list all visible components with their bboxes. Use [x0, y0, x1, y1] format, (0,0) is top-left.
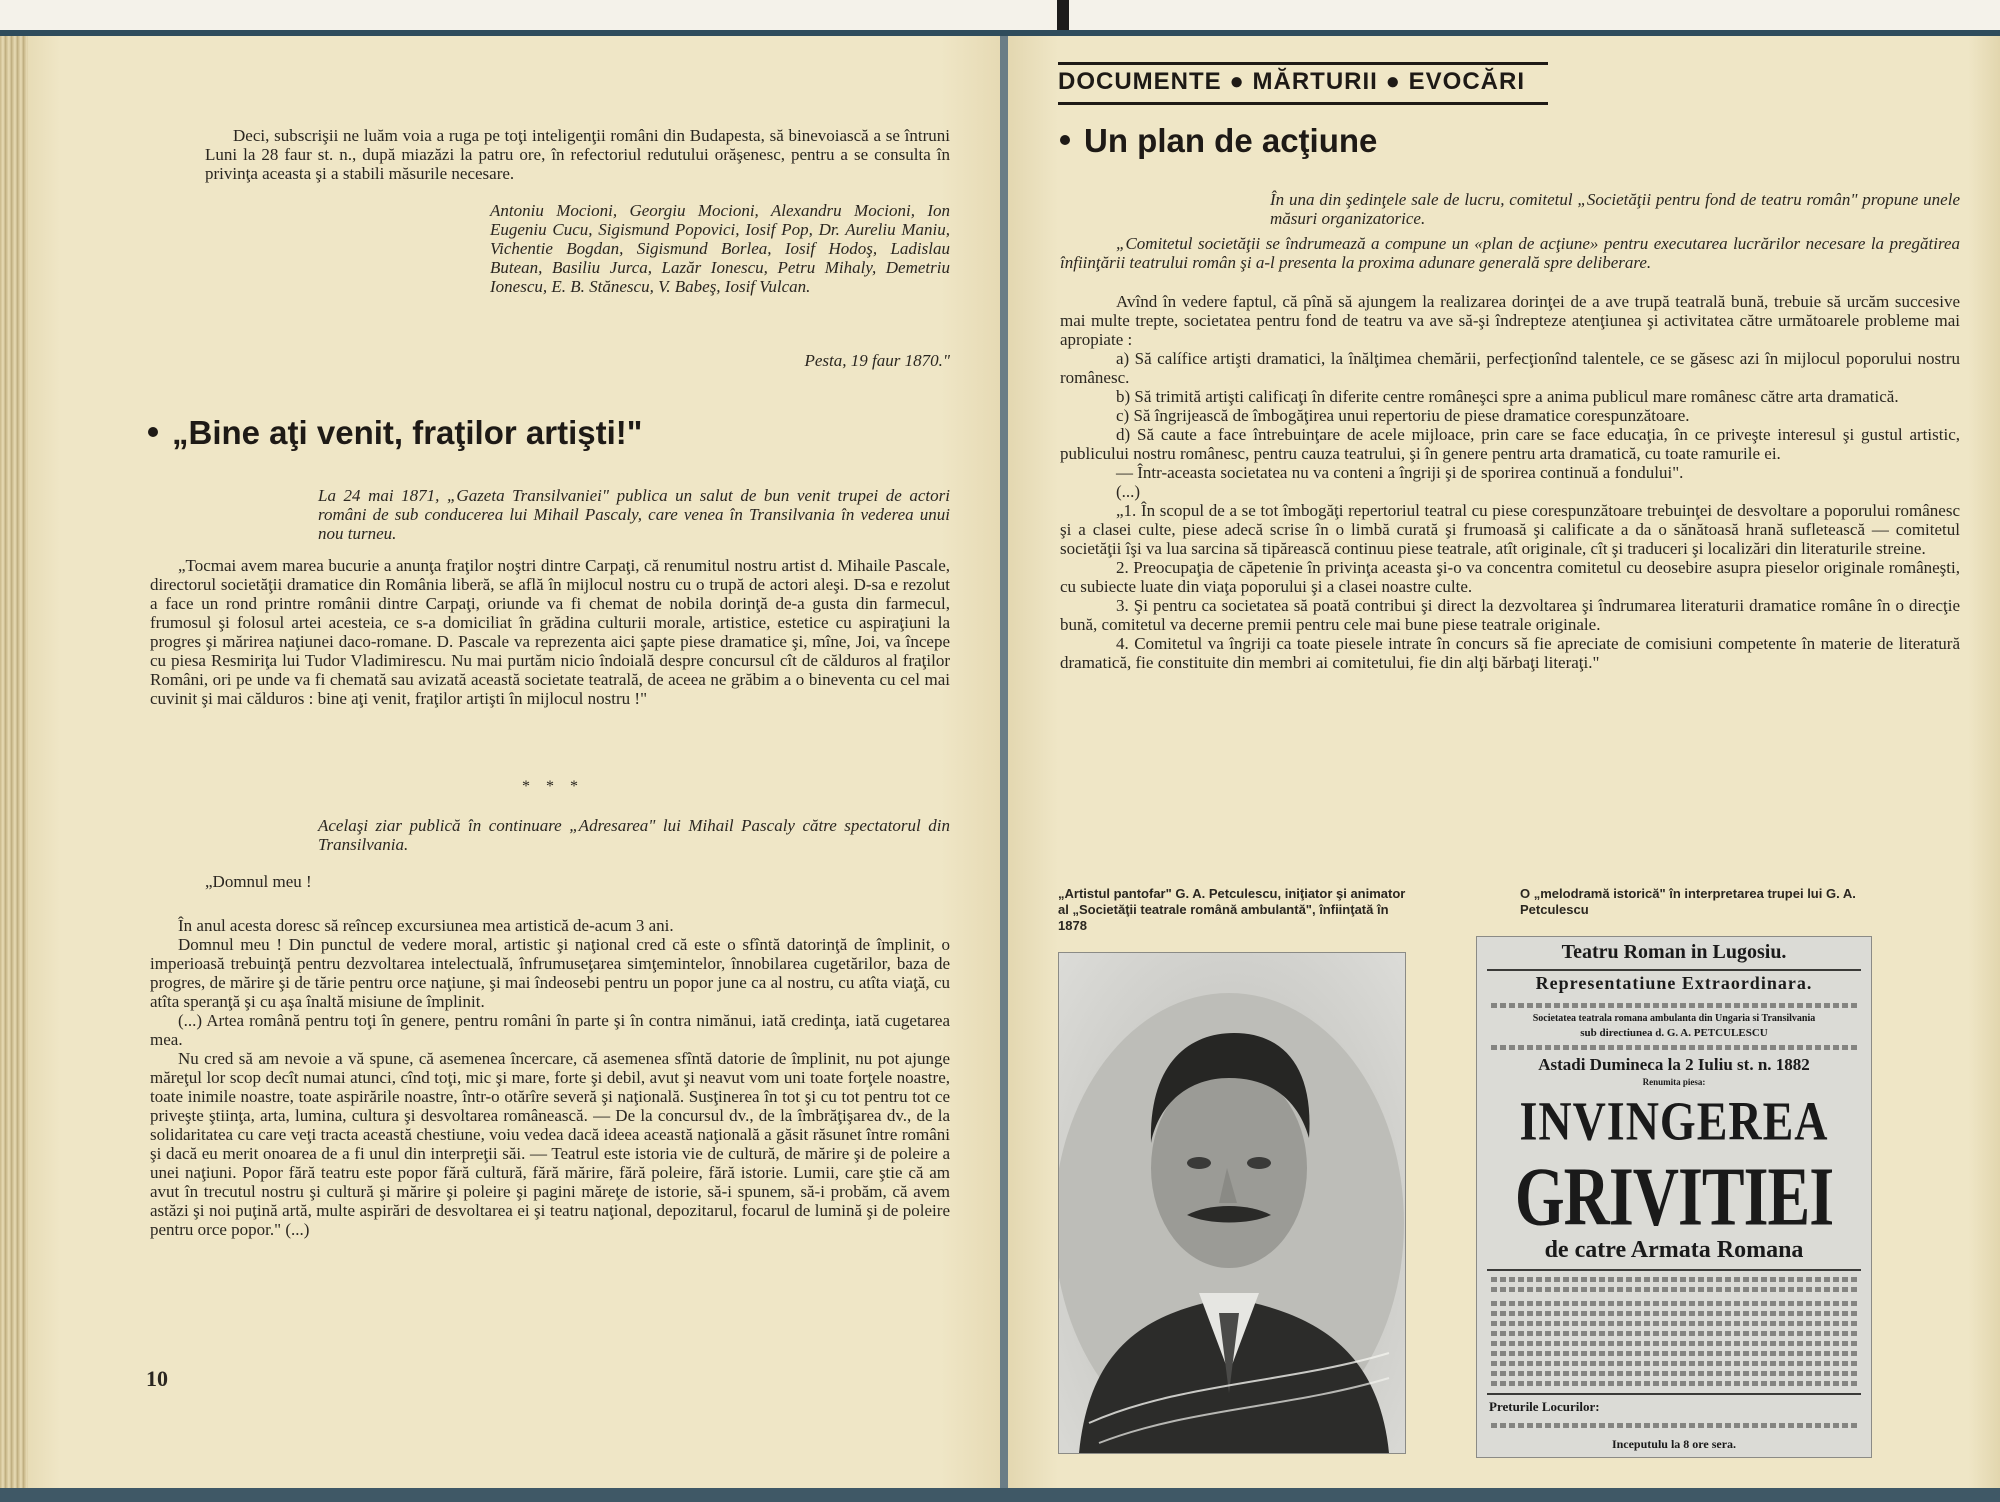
- poster-fine-print: [1491, 1351, 1857, 1356]
- section-title-bine-ati-venit: „Bine aţi venit, fraţilor artişti!": [148, 414, 948, 452]
- section-intro: La 24 mai 1871, „Gazeta Transilvaniei" publica un salut de bun venit trupei de actori români de sub conducerea lui Mihail Pascaly, care venea în Transilvania în vederea unui nou turneu.: [318, 486, 950, 543]
- running-head-label: DOCUMENTE ● MĂRTURII ● EVOCĂRI: [1058, 68, 1525, 95]
- plan-list-item: — Într-aceasta societatea nu va conteni a îngriji şi de sporirea continuă a fondului".: [1116, 463, 1684, 482]
- plan-intro: În una din şedinţele sale de lucru, comitetul „Societăţii pentru fond de teatru român" propune unele măsuri organizatorice.: [1270, 190, 1960, 228]
- bullet-icon: [148, 427, 158, 437]
- poster-fine-print: [1491, 1277, 1857, 1282]
- book-gutter: [1000, 36, 1008, 1488]
- adresa-paragraph: Domnul meu ! Din punctul de vedere moral, artistic şi naţional cred că este o sfîntă datorinţă de împlinit, o imperioasă trebuinţă pentru dezvoltarea intelectuală, înfrumuseţarea simţemintelor, înnobilarea cugetărilor, baza de progres, de mărire şi de tărie pentru orce naţiune, şi mai îndeosebi pentru un popor june ca al nostru, cu atîta viaţă, cu atîta speranţă şi cu aşa înaltă misiune de împlinit.: [150, 935, 950, 1011]
- running-head-bottom-rule: [1058, 102, 1548, 105]
- section-separator: * * *: [522, 778, 584, 795]
- poster-fine-print: [1491, 1003, 1857, 1008]
- poster-rule: [1487, 969, 1861, 971]
- caption-petculescu: „Artistul pantofar" G. A. Petculescu, iniţiator şi animator al „Societăţii teatrale română ambulantă", înfiinţată în 1878: [1058, 886, 1406, 933]
- poster-fine-print: [1491, 1287, 1857, 1292]
- plan-list-item: b) Să trimită artişti calificaţi în diferite centre româneşci spre a anima publicul mare românesc către arta dramatică.: [1116, 387, 1899, 406]
- plan-list-item: c) Să îngrijească de îmbogăţirea unui repertoriu de piese dramatice corespunzătoare.: [1116, 406, 1690, 425]
- poster-fine-print: [1491, 1371, 1857, 1376]
- plan-list-item: a) Să calífice artişti dramatici, la înălţimea chemării, perfecţionînd talentele, ce se găsesc azi în mijlocul poporului nostru românesc.: [1060, 349, 1960, 387]
- poster-line: Societatea teatrala romana ambulanta din Ungaria si Transilvania: [1532, 1013, 1816, 1024]
- poster-line: Teatru Roman in Lugosiu.: [1561, 941, 1787, 963]
- adresa-intro: Acelaşi ziar publică în continuare „Adresarea" lui Mihail Pascaly către spectatorul din Transilvania.: [318, 816, 950, 854]
- running-head-top-rule: [1058, 62, 1548, 65]
- section-title-plan: Un plan de acţiune: [1060, 122, 1760, 160]
- spine-mark: [1057, 0, 1069, 30]
- poster-title: GRIVITIEI: [1514, 1150, 1834, 1243]
- poster-fine-print: [1491, 1331, 1857, 1336]
- caption-melodrama: O „melodramă istorică" în interpretarea trupei lui G. A. Petculescu: [1520, 886, 1856, 917]
- plan-numbered-item: 2. Preocupaţia de căpetenie în privinţa aceasta şi-o va concentra comitetul cu deosebire asupra pieselor originale româneşti, cu subiecte luate din viaţa poporului şi a clasei noastre culte.: [1060, 558, 1960, 596]
- portrait-illustration: [1059, 953, 1405, 1453]
- adresa-paragraph: (...) Artea română pentru toţi în genere, pentru români în parte şi în contra nimănui, iată credinţa, iată cugetarea mea.: [150, 1011, 950, 1049]
- poster-fine-print: [1491, 1341, 1857, 1346]
- salutation: „Domnul meu !: [205, 872, 312, 891]
- poster-line: Inceputulu la 8 ore sera.: [1611, 1437, 1737, 1451]
- intro-paragraph: Deci, subscrişii ne luăm voia a ruga pe toţi inteligenţii români din Budapesta, să binevoiască a se întruni Luni la 28 faur st. n., după miazăzi la patru ore, în refectoriul redutului orăşenesc, pentru a se consulta în privinţa aceasta şi a stabili măsurile necesare.: [205, 126, 950, 183]
- poster-fine-print: [1491, 1423, 1857, 1428]
- adresa-body: [150, 916, 950, 1239]
- right-page: [1008, 36, 2000, 1488]
- ellipsis: (...): [1116, 482, 1141, 501]
- poster-rule: [1487, 1269, 1861, 1271]
- poster-line: Representatiune Extraordinara.: [1535, 973, 1813, 993]
- place-date: Pesta, 19 faur 1870.": [804, 351, 950, 370]
- adresa-paragraph: În anul acesta doresc să reîncep excursiunea mea artistică de-acum 3 ani.: [178, 916, 674, 935]
- plan-numbered-item: 3. Şi pentru ca societatea să poată contribui şi direct la dezvoltarea şi îndrumarea literaturii dramatice române în o direcţie bună, comitetul va decerne premii pentru cele mai bune piese teatrale originale.: [1060, 596, 1960, 634]
- poster-fine-print: [1491, 1311, 1857, 1316]
- poster-title: de catre Armata Romana: [1544, 1237, 1804, 1263]
- poster-line: sub directiunea d. G. A. PETCULESCU: [1580, 1027, 1768, 1039]
- theatre-poster: [1476, 936, 1872, 1458]
- poster-fine-print: [1491, 1361, 1857, 1366]
- left-page: [0, 36, 1000, 1488]
- salut-paragraph: „Tocmai avem marea bucurie a anunţa fraţilor noştri dintre Carpaţi, că renumitul nostru artist d. Mihaile Pascale, directorul societăţii dramatice din România liberă, se află în mijlocul nostru cu o trupă de actori aleşi. D-sa e rezolut a face un rond printre românii dintre Carpaţi, oriunde va fi chemat de nobila dorinţă de-a gusta din farmecul, frumosul şi folosul artei acesteia, ce s-a domiciliat în grădina culturii morale, artistice, estetice cu aspiraţiuni la progres şi mărirea naţiunei daco-romane. D. Pascale va reprezenta aici şapte piese dramatice şi, mîne, Joi, va începe cu piesa Resmiriţa lui Tudor Vladimirescu. Nu mai purtăm nicio îndoială despre concursul cît de călduros al fraţilor Români, ori pe unde va fi chemată sau avizată această societate teatrală, de aceea ne grăbim a o bineventa cu cel mai cuvinit şi mai călduros : bine aţi venit, fraţilor artişti în mijlocul nostru !": [150, 556, 950, 708]
- bullet-icon: [1060, 135, 1070, 145]
- adresa-paragraph: Nu cred să am nevoie a vă spune, că asemenea încercare, că asemenea sfîntă datorie de împlinit, nu pot ajunge măreţul lor scop decît numai atunci, cînd toţi, mic şi mare, forte şi debil, avut şi neavut vom uni toate forţele noastre, toate inimile noastre, toate aspirările noastre, într-o otărîre severă şi naţională. Susţinerea în tot şi cu tot pentru tot ce priveşte ştiinţa, arta, lumina, cultura şi desvoltarea românească. — De la concursul dv., de la îmbrăţişarea dv., de la solidaritatea cu care veţi tracta această chestiune, voiu vedea dacă ideea această naţională a găsit răsunet între români şi dacă eu merit onoarea de a fi unul din interpreţii săi. — Teatrul este istoria vie de cultură, de mărire şi de poleire a unei naţiuni. Popor fără teatru este popor fără cultură, fără mărire, fără poleire, fără istorie. Lumii, care ştie că am avut în trecutul nostru şi cultură şi mărire şi poleire şi pagini măreţe de istorie, să-i spunem, să-i probăm, că avem astăzi şi noi puţină artă, multe aspirări de desvoltarea ei şi teatru naţional, depozitarul, focarul de lumină şi de poleire pentru orce popor." (...): [150, 1049, 950, 1239]
- poster-line: Renumita piesa:: [1642, 1077, 1706, 1087]
- left-binding-edge: [0, 36, 28, 1488]
- plan-numbered-item: 4. Comitetul va îngriji ca toate piesele intrate în concurs să fie apreciate de comisiuni competente în materie de literatură dramatică, fie constituite din membri ai comitetului, fie din alţi bărbaţi literaţi.": [1060, 634, 1960, 672]
- plan-body: Avînd în vedere faptul, că pînă să ajungem la realizarea dorinţei de a ave trupă teatrală bună, trebuie să urcăm succesive mai multe trepte, societatea pentru fond de teatru va ave să-şi îndrepteze atenţiunea şi activitatea către următoarele probleme mai apropiate : a) Să calífice artişti dramatici, la înălţimea chemării, perfecţionînd talentele, ce se găsesc azi în mijlocul poporului nostru românesc. b) Să trimită artişti calificaţi în diferite centre româneşci spre a anima publicul mare românesc către arta dramatică. c) Să îngrijească de îmbogăţirea unui repertoriu de piese dramatice corespunzătoare. d) Să caute a face întrebuinţare de acele mijloace, prin care se face educaţia, în ce priveşte interesul şi gustul artistic, publicului nostru românesc, pentru cauza teatrului, şi în genere pentru arta dramatică, cu toate ramurile ei. — Într-aceasta societatea nu va conteni a îngriji şi de sporirea continuă a fondului". (...) „1. În scopul de a se tot îmbogăţi repertoriul teatral cu piese corespunzătoare trebuinţei de desvoltare a poporului românesc şi a clasei culte, piese adecă scrise în o limbă curată şi frumoasă şi calificate a da o sănătoasă hrană sufletească — comitetul societăţii îşi va lua sarcina să tipărească continuu piese teatrale, atît originale, cît şi traduceri şi localizări din literaturile streine. 2. Preocupaţia de căpetenie în privinţa aceasta şi-o va concentra comitetul cu deosebire asupra pieselor originale româneşti, cu subiecte luate din viaţa poporului şi a clasei noastre culte. 3. Şi pentru ca societatea să poată contribui şi direct la dezvoltarea şi îndrumarea literaturii dramatice române în o direcţie bună, comitetul va decerne premii pentru cele mai bune piese teatrale originale. 4. Comitetul va îngriji ca toate piesele intrate în concurs să fie apreciate de comisiuni competente în materie de literatură dramatică, fie constituite din membri ai comitetului, fie din alţi bărbaţi literaţi.": [1060, 292, 1960, 672]
- poster-rule: [1487, 1393, 1861, 1395]
- book-top-edge: [0, 0, 2000, 30]
- portrait-photo: [1058, 952, 1406, 1454]
- plan-list-item: d) Să caute a face întrebuinţare de acele mijloace, prin care se face educaţia, în ce priveşte interesul şi gustul artistic, publicului nostru românesc, pentru cauza teatrului, şi în genere pentru arta dramatică, cu toate ramurile ei.: [1060, 425, 1960, 463]
- poster-fine-print: [1491, 1381, 1857, 1386]
- poster-fine-print: [1491, 1321, 1857, 1326]
- poster-line: Preturile Locurilor:: [1489, 1399, 1600, 1414]
- signatories: Antoniu Mocioni, Georgiu Mocioni, Alexandru Mocioni, Ion Eugeniu Cucu, Sigismund Popovici, Iosif Pop, Dr. Aureliu Maniu, Vichentie Bogdan, Sigismund Borlea, Iosif Hodoş, Ladislau Butean, Basiliu Jurca, Lazăr Ionescu, Petru Mihaly, Demetriu Ionescu, E. B. Stănescu, V. Babeş, Iosif Vulcan.: [490, 201, 950, 296]
- poster-title: INVINGEREA: [1519, 1090, 1829, 1152]
- plan-numbered-item: „1. În scopul de a se tot îmbogăţi repertoriul teatral cu piese corespunzătoare trebuinţei de desvoltare a poporului românesc şi a clasei culte, piese adecă scrise în o limbă curată şi frumoasă şi calificate a da o sănătoasă hrană sufletească — comitetul societăţii îşi va lua sarcina să tipărească continuu piese teatrale, atît originale, cît şi traduceri şi localizări din literaturile streine.: [1060, 501, 1960, 558]
- running-head: [1058, 62, 1558, 106]
- page-number: 10: [146, 1366, 168, 1391]
- poster-line: Astadi Dumineca la 2 Iuliu st. n. 1882: [1538, 1055, 1810, 1074]
- plan-quote-intro: „Comitetul societăţii se îndrumează a compune un «plan de acţiune» pentru executarea lucrărilor necesare la pregătirea înfiinţării teatrului român şi a-l presenta la proxima adunare generală spre deliberare.: [1060, 234, 1960, 272]
- poster-fine-print: [1491, 1301, 1857, 1306]
- poster-fine-print: [1491, 1045, 1857, 1050]
